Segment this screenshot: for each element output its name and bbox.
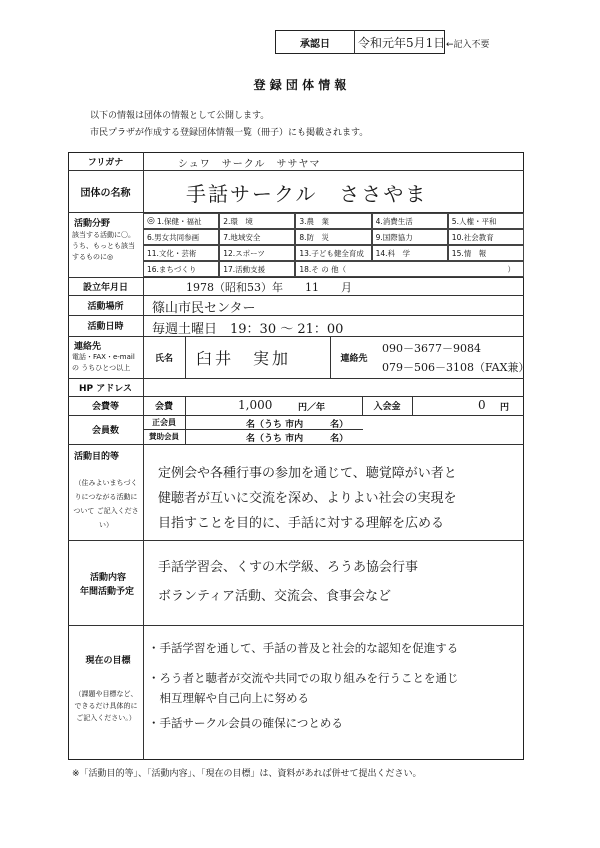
content-line-2: ボランティア活動、交流会、食事会など (158, 589, 391, 604)
place-value: 篠山市民センター (152, 301, 256, 316)
goal-note: （課題や目標など、できるだけ具体的にご記入ください。） (74, 690, 138, 722)
content-label-2: 年間活動予定 (79, 587, 134, 597)
footer-note: ※「活動目的等」、「活動内容」、「現在の目標」は、資料があれば併せて提出ください。 (72, 769, 422, 779)
category-grid (143, 213, 524, 277)
category-item[interactable]: 17.活動支援 (219, 261, 295, 277)
approval-note: ←記入不要 (446, 40, 490, 50)
content-line-1: 手話学習会、くすの木学級、ろうあ協会行事 (158, 560, 419, 575)
goal-line-2: ・ろう者と聴者が交流や共同での取り組みを行うことを通じ (148, 671, 459, 685)
category-item[interactable]: 7.地域安全 (219, 229, 295, 245)
fee-value: 1,000 (238, 398, 273, 412)
fee-unit: 円／年 (298, 403, 326, 413)
support-members-unit: 名（うち 市内 名） (246, 434, 349, 444)
approval-value: 令和元年5月1日 (358, 36, 446, 50)
selected-mark: ◎ (147, 216, 155, 226)
intro-line-2: 市民プラザが作成する登録団体情報一覧（冊子）にも掲載されます。 (90, 128, 369, 138)
category-item[interactable]: 12.スポーツ (219, 245, 295, 261)
furigana-label: フリガナ (87, 157, 124, 168)
category-other[interactable]: 18.そ の 他（ ） (295, 261, 524, 277)
purpose-note: （住みよいまちづくりにつながる活動について ご記入ください） (73, 479, 139, 529)
established-label: 設立年月日 (82, 282, 128, 293)
category-item[interactable]: 5.人権・平和 (448, 213, 524, 229)
category-item[interactable]: 16.まちづくり (143, 261, 219, 277)
category-item[interactable]: 10.社会教育 (448, 229, 524, 245)
fee-label: 会費等 (91, 402, 119, 412)
goal-line-1: ・手話学習を通して、手話の普及と社会的な認知を促進する (148, 641, 459, 655)
contact-label: 連絡先 (74, 342, 102, 352)
purpose-line-2: 健聴者が互いに交流を深め、よりよい社会の実現を (158, 491, 457, 506)
page-title: 登 録 団 体 情 報 (253, 78, 347, 92)
contact-note: 電話・FAX・e-mail の うちひとつ以上 (72, 353, 135, 372)
category-item[interactable]: 15.情 報 (448, 245, 524, 261)
person-value: 臼井 実加 (196, 349, 292, 368)
admission-unit: 円 (500, 403, 510, 413)
goal-line-3: 相互理解や自己向上に努める (148, 691, 309, 705)
category-item[interactable]: 6.男女共同参画 (143, 229, 219, 245)
intro-line-1: 以下の情報は団体の情報として公開します。 (90, 111, 270, 121)
goal-label: 現在の目標 (85, 656, 131, 666)
purpose-label: 活動目的等 (74, 452, 120, 462)
activity-label: 活動分野 (74, 219, 111, 229)
category-item[interactable]: 13.子ども健全育成 (295, 245, 371, 261)
datetime-value: 毎週土曜日 19：30 ～ 21：00 (152, 322, 344, 337)
contact-sub-label: 連絡先 (340, 353, 368, 364)
approval-label: 承認日 (300, 38, 330, 50)
category-item[interactable]: 9.国際協力 (372, 229, 448, 245)
group-name-value: 手話サークル ささやま (186, 182, 428, 206)
group-name-label: 団体の名称 (80, 187, 131, 199)
phone-2: 079－506－3108（FAX兼） (382, 361, 530, 374)
members-label: 会員数 (91, 426, 119, 436)
person-label: 氏名 (154, 353, 173, 364)
category-item[interactable]: 2.環 境 (219, 213, 295, 229)
goal-line-4: ・手話サークル会員の確保につとめる (148, 716, 343, 730)
purpose-line-1: 定例会や各種行事の参加を通じて、聴覚障がい者と (158, 466, 457, 481)
admission-value: 0 (478, 398, 486, 412)
category-item[interactable]: 8.防 災 (295, 229, 371, 245)
purpose-line-3: 目指すことを目的に、手話に対する理解を広める (158, 516, 445, 531)
phone-1: 090－3677－9084 (382, 342, 481, 355)
place-label: 活動場所 (87, 301, 124, 312)
datetime-label: 活動日時 (87, 322, 124, 332)
support-members-label: 賛助会員 (149, 432, 179, 441)
category-item[interactable]: 14.科 学 (372, 245, 448, 261)
fee-sub-label: 会費 (154, 402, 173, 412)
category-item[interactable]: ◎ 1.保健・福祉 (143, 213, 219, 229)
content-label-1: 活動内容 (89, 573, 126, 583)
admission-label: 入会金 (373, 402, 401, 412)
category-item[interactable]: 4.消費生活 (372, 213, 448, 229)
category-item[interactable]: 3.農 業 (295, 213, 371, 229)
regular-members-label: 正会員 (152, 417, 176, 427)
furigana-value: シュワ サークル ササヤマ (178, 159, 321, 170)
regular-members-unit: 名（うち 市内 名） (246, 420, 349, 430)
category-item[interactable]: 11.文化・芸術 (143, 245, 219, 261)
hp-label: HP アドレス (79, 383, 132, 394)
activity-note: 該当する活動に〇。うち、もっとも該当するものに◎ (72, 231, 135, 261)
established-value: 1978（昭和53）年 11 月 (186, 281, 352, 294)
